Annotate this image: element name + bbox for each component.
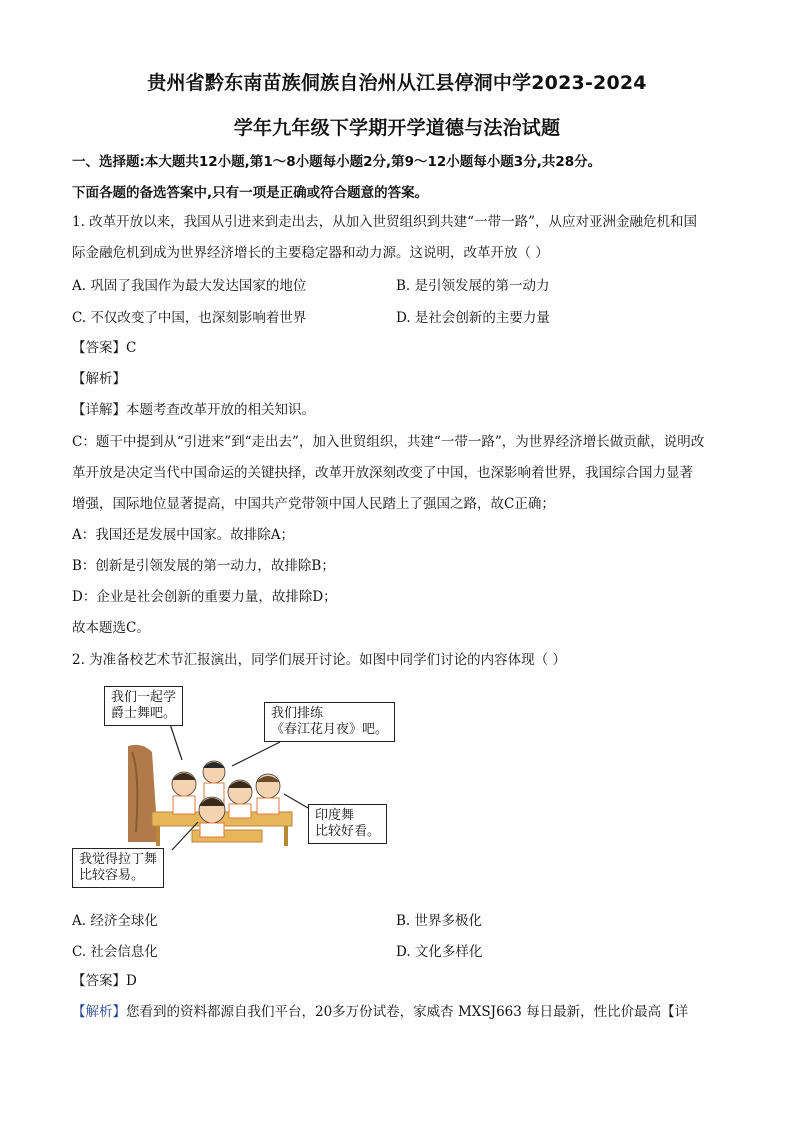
q1-option-d: D. 是社会创新的主要力量 (396, 310, 550, 326)
q2-illustration (72, 682, 402, 894)
q1-answer: 【答案】C (72, 340, 137, 356)
q1-exp-a: A：我国还是发展中国家。故排除A； (72, 527, 294, 543)
section-header-line2: 下面各题的备选答案中,只有一项是正确或符合题意的答案。 (72, 185, 429, 201)
speech-bubble-latin-dance: 我觉得拉丁舞 比较容易。 (72, 848, 164, 888)
q2-option-c: C. 社会信息化 (72, 944, 158, 960)
speech-bubble-jazz: 我们一起学 爵士舞吧。 (104, 686, 183, 726)
q1-stem-line1: 1. 改革开放以来，我国从引进来到走出去，从加入世贸组织到共建“一带一路”，从应对亚洲金融危机和国 (72, 214, 697, 230)
q2-option-b: B. 世界多极化 (396, 913, 483, 929)
q1-option-a: A. 巩固了我国作为最大发达国家的地位 (72, 278, 307, 294)
q1-exp-c-line1: C：题干中提到从“引进来”到“走出去”，加入世贸组织，共建“一带一路”，为世界经济增长做贡献，说明改 (72, 434, 705, 450)
q2-option-a: A. 经济全球化 (72, 913, 158, 929)
q2-option-d: D. 文化多样化 (396, 944, 483, 960)
q1-detail-line: 【详解】本题考查改革开放的相关知识。 (72, 402, 315, 418)
speech-bubble-chunjiang: 我们排练 《春江花月夜》吧。 (264, 702, 395, 742)
q1-analysis-label: 【解析】 (72, 371, 126, 387)
q2-stem: 2. 为准备校艺术节汇报演出，同学们展开讨论。如图中同学们讨论的内容体现（ ） (72, 652, 566, 668)
exam-title-line2: 学年九年级下学期开学道德与法治试题 (233, 117, 561, 139)
exam-title-line1: 贵州省黔东南苗族侗族自治州从江县停洞中学2023-2024 (147, 72, 647, 94)
q1-stem-line2: 际金融危机到成为世界经济增长的主要稳定器和动力源。这说明，改革开放（ ） (72, 245, 549, 261)
q2-analysis-label: 【解析】 (72, 1004, 126, 1020)
q2-analysis-row (72, 1002, 732, 1022)
q1-option-b: B. 是引领发展的第一动力 (396, 278, 550, 294)
speech-bubble-indian-dance: 印度舞 比较好看。 (308, 804, 387, 844)
q1-conclusion: 故本题选C。 (72, 620, 150, 636)
q1-exp-c-line2: 革开放是决定当代中国命运的关键抉择，改革开放深刻改变了中国，也深影响着世界，我国综合国力显著 (72, 465, 693, 481)
q1-option-c: C. 不仅改变了中国，也深刻影响着世界 (72, 310, 307, 326)
q1-exp-c-line3: 增强，国际地位显著提高，中国共产党带领中国人民踏上了强国之路，故C正确； (72, 496, 555, 512)
q1-exp-d: D：企业是社会创新的重要力量，故排除D； (72, 589, 337, 605)
section-header-line1: 一、选择题:本大题共12小题,第1～8小题每小题2分,第9～12小题每小题3分,共28分。 (72, 154, 602, 170)
q2-answer: 【答案】D (72, 973, 137, 989)
q2-footer-text: 您看到的资料都源自我们平台，20多万份试卷，家威杏 MXSJ663 每日最新，性比价最高【详 (126, 1004, 689, 1020)
q1-exp-b: B：创新是引领发展的第一动力，故排除B； (72, 558, 335, 574)
